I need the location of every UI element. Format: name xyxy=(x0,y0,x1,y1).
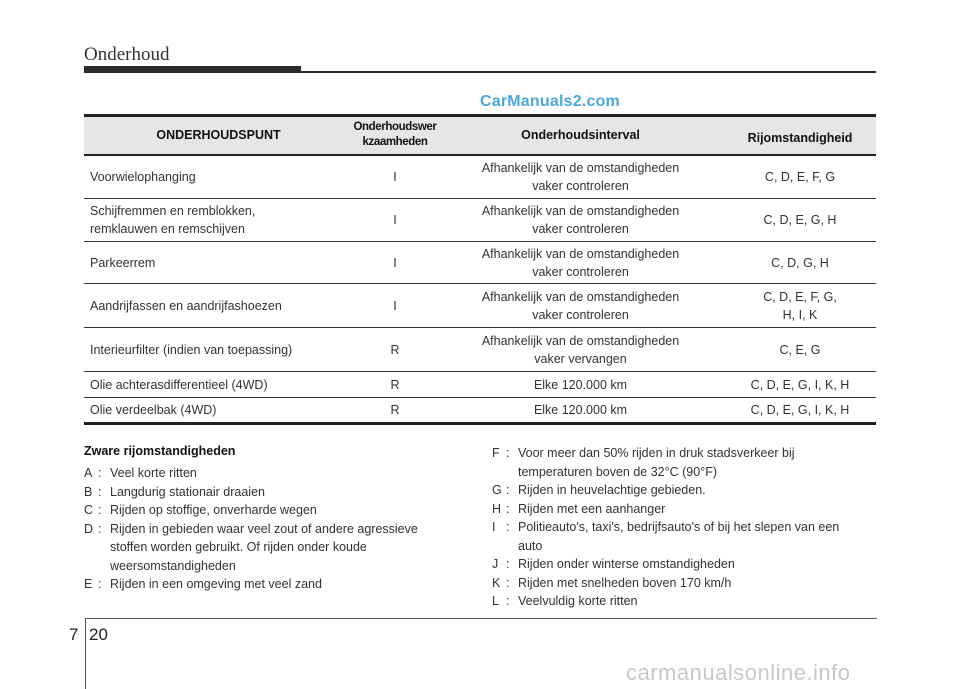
cell-interval: Afhankelijk van de omstandigheden vaker controleren xyxy=(437,199,724,242)
condition-item: A : Veel korte ritten xyxy=(84,466,197,480)
header-action-line2: kzaamheden xyxy=(362,136,428,149)
condition-item: J : Rijden onder winterse omstandigheden xyxy=(492,557,735,571)
maintenance-table xyxy=(84,114,876,425)
cell-interval: Elke 120.000 km xyxy=(437,372,724,398)
cell-item: Voorwielophanging xyxy=(84,155,353,199)
table-row xyxy=(84,284,876,328)
cell-action: R xyxy=(353,328,437,372)
condition-item: G : Rijden in heuvelachtige gebieden. xyxy=(492,483,706,497)
condition-item: H : Rijden met een aanhanger xyxy=(492,501,666,516)
header-interval: Onderhoudsinterval xyxy=(437,116,724,155)
condition-item: C : Rijden op stoffige, onverharde wegen xyxy=(84,503,317,517)
cell-item: Parkeerrem xyxy=(84,242,353,284)
footer-divider xyxy=(85,618,86,689)
condition-item: K : Rijden met snelheden boven 170 km/h xyxy=(492,575,732,590)
chapter-number: 7 xyxy=(69,625,79,644)
conditions-list-left xyxy=(84,444,474,594)
cell-item: Interieurfilter (indien van toepassing) xyxy=(84,328,353,372)
section-title: Onderhoud xyxy=(84,44,170,65)
cell-conditions: C, D, E, G, I, K, H xyxy=(724,372,876,398)
table-row xyxy=(84,199,876,242)
cell-action: I xyxy=(353,199,437,242)
table-row xyxy=(84,398,876,424)
condition-item: I : Politieauto's, taxi's, bedrijfsauto's of bij het slepen van een auto xyxy=(492,520,840,553)
table-header-row xyxy=(84,116,876,155)
conditions-title: Zware rijomstandigheden xyxy=(84,444,236,458)
cell-conditions: C, D, E, G, H xyxy=(724,199,876,242)
conditions-list-right xyxy=(492,444,884,611)
table-row xyxy=(84,372,876,398)
footer-rule xyxy=(85,618,877,619)
cell-item: Schijfremmen en remblokken, remklauwen en remschijven xyxy=(84,199,353,242)
cell-interval: Afhankelijk van de omstandigheden vaker vervangen xyxy=(437,328,724,372)
cell-conditions: C, D, G, H xyxy=(724,242,876,284)
cell-conditions: C, E, G xyxy=(724,328,876,372)
cell-conditions: C, D, E, F, G, H, I, K xyxy=(724,284,876,328)
header-conditions: Rijomstandigheid xyxy=(724,116,876,155)
cell-interval: Afhankelijk van de omstandigheden vaker controleren xyxy=(437,155,724,199)
cell-action: I xyxy=(353,242,437,284)
cell-action: R xyxy=(353,398,437,424)
condition-item: F : Voor meer dan 50% rijden in druk stadsverkeer bij temperaturen boven de 32°C (90°F) xyxy=(492,446,795,479)
page-number: 20 xyxy=(89,625,108,644)
table-row xyxy=(84,155,876,199)
cell-interval: Afhankelijk van de omstandigheden vaker controleren xyxy=(437,242,724,284)
header-rule xyxy=(84,71,876,73)
header-action-line1: Onderhoudswer xyxy=(353,121,437,134)
cell-item: Olie achterasdifferentieel (4WD) xyxy=(84,372,353,398)
condition-item: B : Langdurig stationair draaien xyxy=(84,484,265,499)
table-row xyxy=(84,328,876,372)
condition-item: L : Veelvuldig korte ritten xyxy=(492,594,638,608)
cell-item: Olie verdeelbak (4WD) xyxy=(84,398,353,424)
cell-interval: Elke 120.000 km xyxy=(437,398,724,424)
header-action xyxy=(353,116,437,155)
watermark-top: CarManuals2.com xyxy=(480,93,620,110)
cell-action: I xyxy=(353,155,437,199)
cell-interval: Afhankelijk van de omstandigheden vaker controleren xyxy=(437,284,724,328)
cell-conditions: C, D, E, F, G xyxy=(724,155,876,199)
table-row xyxy=(84,242,876,284)
watermark-bottom: carmanualsonline.info xyxy=(626,660,851,685)
cell-item: Aandrijfassen en aandrijfashoezen xyxy=(84,284,353,328)
cell-action: I xyxy=(353,284,437,328)
cell-action: R xyxy=(353,372,437,398)
header-item: ONDERHOUDSPUNT xyxy=(84,116,353,155)
cell-conditions: C, D, E, G, I, K, H xyxy=(724,398,876,424)
condition-item: D : Rijden in gebieden waar veel zout of andere agressieve stoffen worden gebruikt. Of rijden onder koude weersomstandigheden xyxy=(84,521,418,573)
condition-item: E : Rijden in een omgeving met veel zand xyxy=(84,577,322,591)
